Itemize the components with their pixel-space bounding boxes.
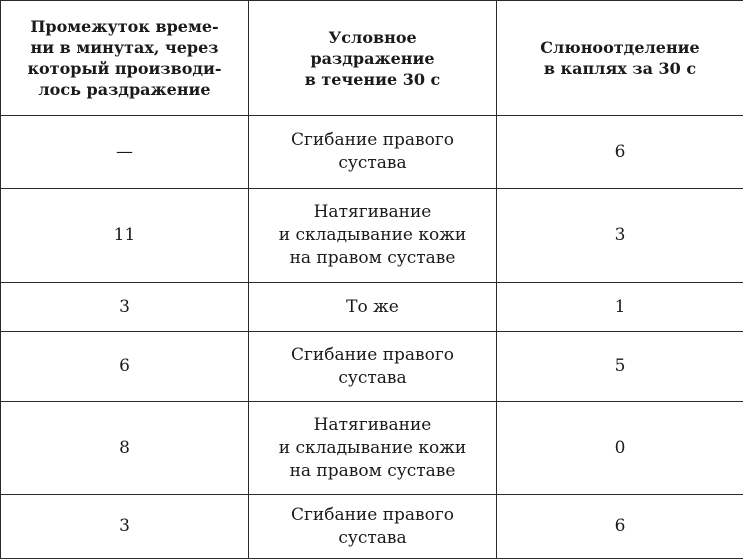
- cell-stimulus: То же: [249, 283, 497, 332]
- table-row: [1, 402, 743, 495]
- header-salivation: Слюноотделение в каплях за 30 с: [497, 1, 743, 116]
- cell-time: 11: [1, 189, 249, 283]
- cell-drops: 6: [497, 116, 743, 189]
- table-row: [1, 283, 743, 332]
- cell-time: —: [1, 116, 249, 189]
- cell-stimulus: Сгибание правого сустава: [249, 332, 497, 402]
- header-row: [1, 1, 743, 116]
- cell-time: 8: [1, 402, 249, 495]
- table-row: [1, 116, 743, 189]
- cell-drops: 1: [497, 283, 743, 332]
- cell-time: 6: [1, 332, 249, 402]
- cell-time: 3: [1, 495, 249, 559]
- cell-drops: 3: [497, 189, 743, 283]
- cell-stimulus: Сгибание правого сустава: [249, 116, 497, 189]
- cell-time: 3: [1, 283, 249, 332]
- header-time-interval: Промежуток време- ни в минутах, через который производи- лось раздражение: [1, 1, 249, 116]
- cell-drops: 6: [497, 495, 743, 559]
- cell-drops: 5: [497, 332, 743, 402]
- table-row: [1, 495, 743, 559]
- cell-drops: 0: [497, 402, 743, 495]
- cell-stimulus: Натягивание и складывание кожи на правом суставе: [249, 189, 497, 283]
- header-conditioned-stimulus: Условное раздражение в течение 30 с: [249, 1, 497, 116]
- cell-stimulus: Натягивание и складывание кожи на правом суставе: [249, 402, 497, 495]
- table-row: [1, 189, 743, 283]
- table-row: [1, 332, 743, 402]
- cell-stimulus: Сгибание правого сустава: [249, 495, 497, 559]
